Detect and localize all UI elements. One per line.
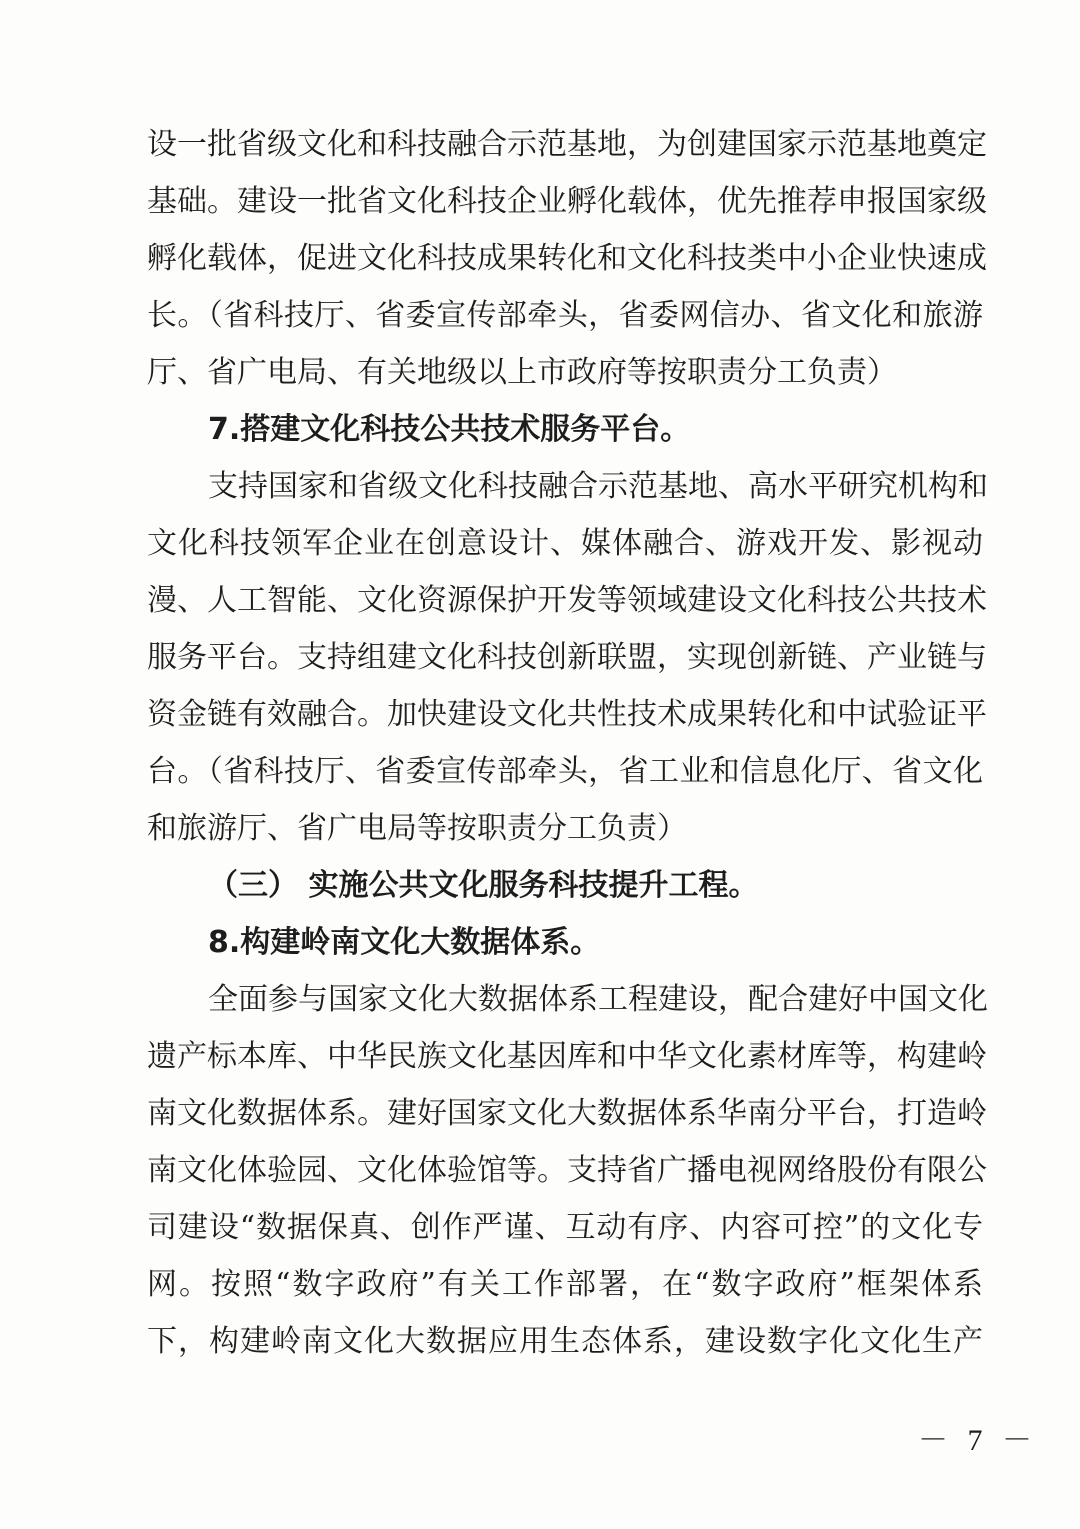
paragraph-3-line-3: 南文化数据体系。建好国家文化大数据体系华南分平台，打造岭	[147, 1096, 987, 1131]
paragraph-1-line-2: 基础。建设一批省文化科技企业孵化载体，优先推荐申报国家级	[147, 184, 987, 219]
paragraph-2-line-1: 支持国家和省级文化科技融合示范基地、高水平研究机构和	[208, 469, 988, 504]
section-heading-8: 8.构建岭南文化大数据体系。	[208, 925, 601, 960]
paragraph-2-line-7: 和旅游厅、省广电局等按职责分工负责）	[147, 811, 687, 846]
paragraph-3-line-6: 网。按照“数字政府”有关工作部署，在“数字政府”框架体系	[147, 1267, 983, 1302]
paragraph-2-line-2: 文化科技领军企业在创意设计、媒体融合、游戏开发、影视动	[147, 526, 983, 561]
paragraph-3-line-1: 全面参与国家文化大数据体系工程建设，配合建好中国文化	[208, 982, 988, 1017]
paragraph-2-line-5: 资金链有效融合。加快建设文化共性技术成果转化和中试验证平	[147, 697, 987, 732]
paragraph-3-line-4: 南文化体验园、文化体验馆等。支持省广播电视网络股份有限公	[147, 1153, 987, 1188]
page-number: － 7 －	[918, 1424, 1038, 1457]
paragraph-3-line-2: 遗产标本库、中华民族文化基因库和中华文化素材库等，构建岭	[147, 1039, 987, 1074]
section-heading-7: 7.搭建文化科技公共技术服务平台。	[208, 412, 691, 447]
paragraph-1-line-1: 设一批省级文化和科技融合示范基地，为创建国家示范基地奠定	[147, 127, 987, 162]
paragraph-1-line-5: 厅、省广电局、有关地级以上市政府等按职责分工负责）	[147, 355, 897, 390]
paragraph-2-line-6: 台。（省科技厅、省委宣传部牵头，省工业和信息化厅、省文化	[147, 754, 983, 789]
paragraph-1-line-4: 长。（省科技厅、省委宣传部牵头，省委网信办、省文化和旅游	[147, 298, 983, 333]
paragraph-2-line-4: 服务平台。支持组建文化科技创新联盟，实现创新链、产业链与	[147, 640, 987, 675]
paragraph-2-line-3: 漫、人工智能、文化资源保护开发等领域建设文化科技公共技术	[147, 583, 987, 618]
section-heading-3: （三） 实施公共文化服务科技提升工程。	[208, 868, 759, 903]
paragraph-3-line-7: 下，构建岭南文化大数据应用生态体系，建设数字化文化生产	[147, 1324, 983, 1359]
paragraph-1-line-3: 孵化载体，促进文化科技成果转化和文化科技类中小企业快速成	[147, 241, 987, 276]
paragraph-3-line-5: 司建设“数据保真、创作严谨、互动有序、内容可控”的文化专	[147, 1210, 983, 1245]
